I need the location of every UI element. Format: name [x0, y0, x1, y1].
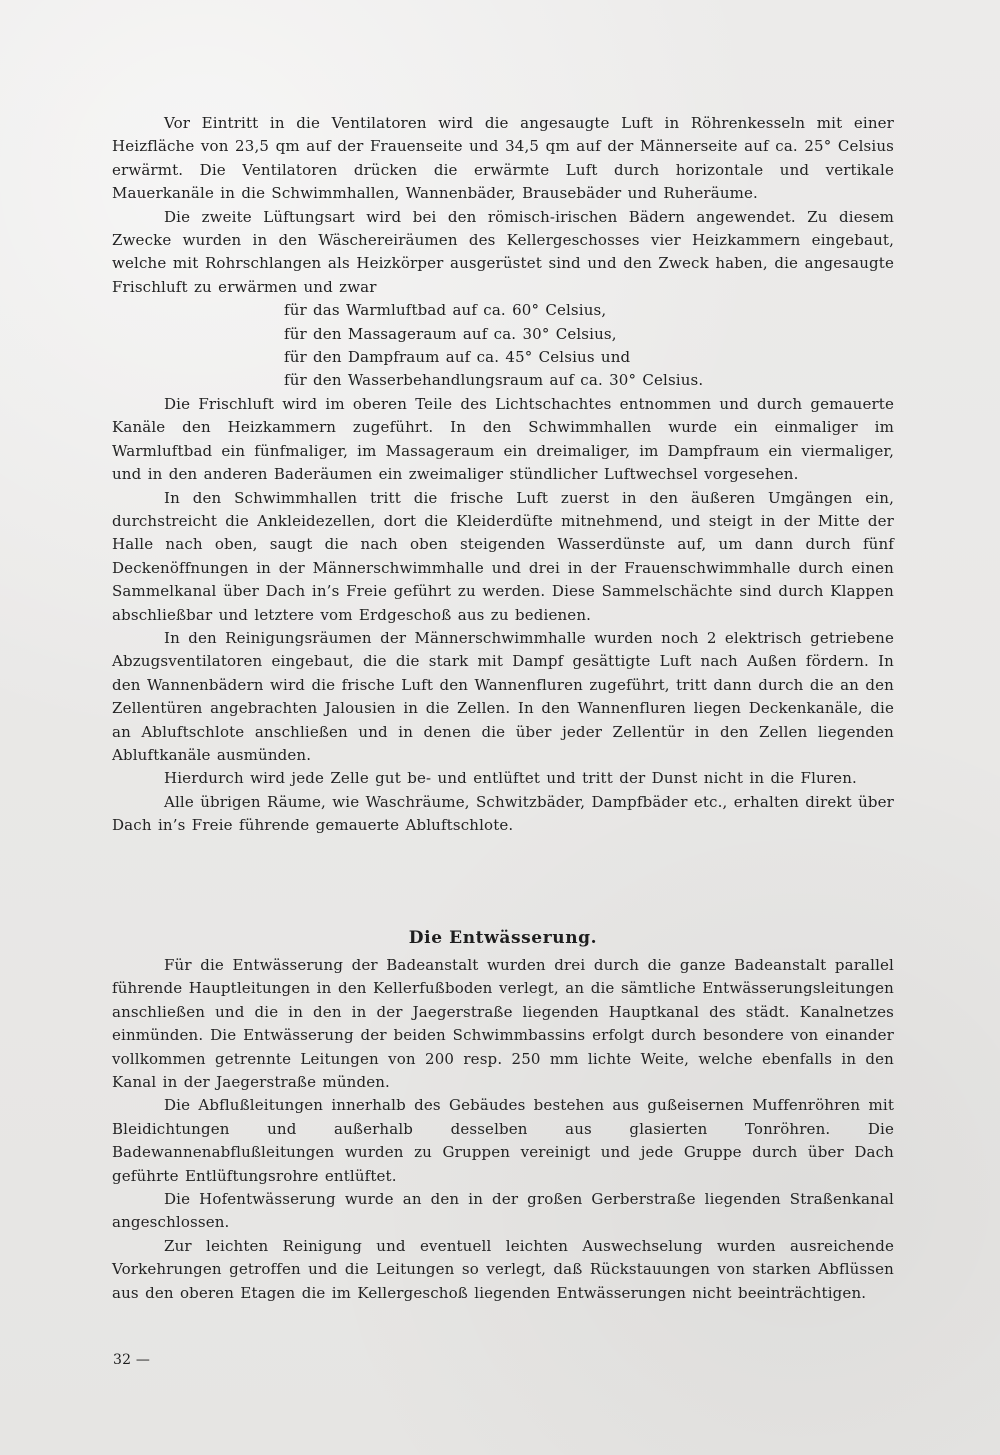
section-heading: Die Entwässerung. — [408, 928, 598, 948]
paragraph-ventilated-cells: Hierdurch wird jede Zelle gut be- und entlüftet und tritt der Dunst nicht in die Fluren. — [164, 769, 857, 788]
list-item: für den Dampfraum auf ca. 45° Celsius und — [284, 348, 631, 367]
paragraph-drainage-3: Die Hofentwässerung wurde an den in der großen Gerberstraße liegenden Straßenkanal angeschlossen. — [112, 1190, 894, 1232]
page-content — [112, 104, 894, 1374]
paragraph-second-ventilation: Die zweite Lüftungsart wird bei den römisch-irischen Bädern angewendet. Zu diesem Zwecke wurden in den Wäschereiräumen des Kellergeschosses vier Heizkammern eingebaut, welche mit Rohrschlangen als Heizkörper ausgerüstet sind und den Zweck haben, die angesaugte Frischluft zu erwärmen und zwar — [112, 207, 894, 296]
ventilation-section — [112, 112, 894, 838]
paragraph-other-rooms: Alle übrigen Räume, wie Waschräume, Schwitzbäder, Dampfbäder etc., erhalten direkt über Dach in’s Freie führende gemauerte Abluftschlote. — [112, 792, 894, 835]
temperature-list — [112, 299, 894, 393]
paragraph-intro: Vor Eintritt in die Ventilatoren wird die angesaugte Luft in Röhrenkesseln mit einer Heizfläche von 23,5 qm auf der Frauenseite und 34,5 qm auf der Männerseite auf ca. 25° Celsius erwärmt. Die Ventilatoren drücken die erwärmte Luft durch horizontale und vertikale Mauerkanäle in die Schwimmhallen, Wannenbäder, Brausebäder und Ruheräume. — [112, 114, 894, 203]
paragraph-fresh-air: Die Frischluft wird im oberen Teile des Lichtschachtes entnommen und durch gemauerte Kanäle den Heizkammern zugeführt. In den Schwimmhallen wurde ein einmaliger im Warmluftbad ein fünfmaliger, im Massageraum ein dreimaliger, im Dampfraum ein viermaliger, und in den anderen Baderäumen ein zweimaliger stündlicher Luftwechsel vorgesehen. — [112, 394, 894, 484]
paragraph-drainage-4: Zur leichten Reinigung und eventuell leichten Auswechselung wurden ausreichende Vorkehrungen getroffen und die Leitungen so verlegt, daß Rückstauungen von starken Abflüssen aus den oberen Etagen die im Kellergeschoß liegenden Entwässerungen nicht beeinträchtigen. — [112, 1236, 894, 1302]
paragraph-swimming-halls: In den Schwimmhallen tritt die frische Luft zuerst in den äußeren Umgängen ein, durchstreicht die Ankleidezellen, dort die Kleiderdüfte mitnehmend, und steigt in der Mitte der Halle nach oben, saugt die nach oben steigenden Wasserdünste auf, um dann durch fünf Deckenöffnungen in der Männerschwimmhalle und drei in der Frauenschwimmhalle durch einen Sammelkanal über Dach in’s Freie geführt zu werden. Diese Sammelschächte sind durch Klappen abschließbar und letztere vom Erdgeschoß aus zu bedienen. — [112, 488, 894, 624]
paragraph-cleaning-rooms: In den Reinigungsräumen der Männerschwimmhalle wurden noch 2 elektrisch getriebene Abzugsventilatoren eingebaut, die die stark mit Dampf gesättigte Luft nach Außen fördern. In den Wannenbädern wird die frische Luft den Wannenfluren zugeführt, tritt dann durch die an den Zellentüren angebrachten Jalousien in die Zellen. In den Wannenfluren liegen Deckenkanäle, die an Abluftschlote anschließen und in denen die über jeder Zellentür in den Zellen liegenden Abluftkanäle ausmünden. — [112, 628, 894, 764]
paragraph-drainage-1: Für die Entwässerung der Badeanstalt wurden drei durch die ganze Badeanstalt parallel führende Hauptleitungen in den Kellerfußboden verlegt, an die sämtliche Entwässerungsleitungen anschließen und die in den in der Jaegerstraße liegenden Hauptkanal des städt. Kanalnetzes einmünden. Die Entwässerung der beiden Schwimmbassins erfolgt durch besondere von einander vollkommen getrennte Leitungen von 200 resp. 250 mm lichte Weite, welche ebenfalls in den Kanal in der Jaegerstraße münden. — [112, 956, 894, 1092]
list-item: für das Warmluftbad auf ca. 60° Celsius, — [284, 301, 607, 320]
section-heading-wrap — [112, 926, 894, 950]
list-item: für den Wasserbehandlungsraum auf ca. 30° Celsius. — [284, 371, 704, 390]
list-item: für den Massageraum auf ca. 30° Celsius, — [284, 324, 617, 343]
drainage-section — [112, 954, 894, 1305]
page-number: 32 — — [113, 1352, 151, 1368]
paragraph-drainage-2: Die Abflußleitungen innerhalb des Gebäudes bestehen aus gußeisernen Muffenröhren mit Bleidichtungen und außerhalb desselben aus glasierten Tonröhren. Die Badewannenabflußleitungen wurden zu Gruppen vereinigt und jede Gruppe durch über Dach geführte Entlüftungsrohre entlüftet. — [112, 1096, 894, 1185]
